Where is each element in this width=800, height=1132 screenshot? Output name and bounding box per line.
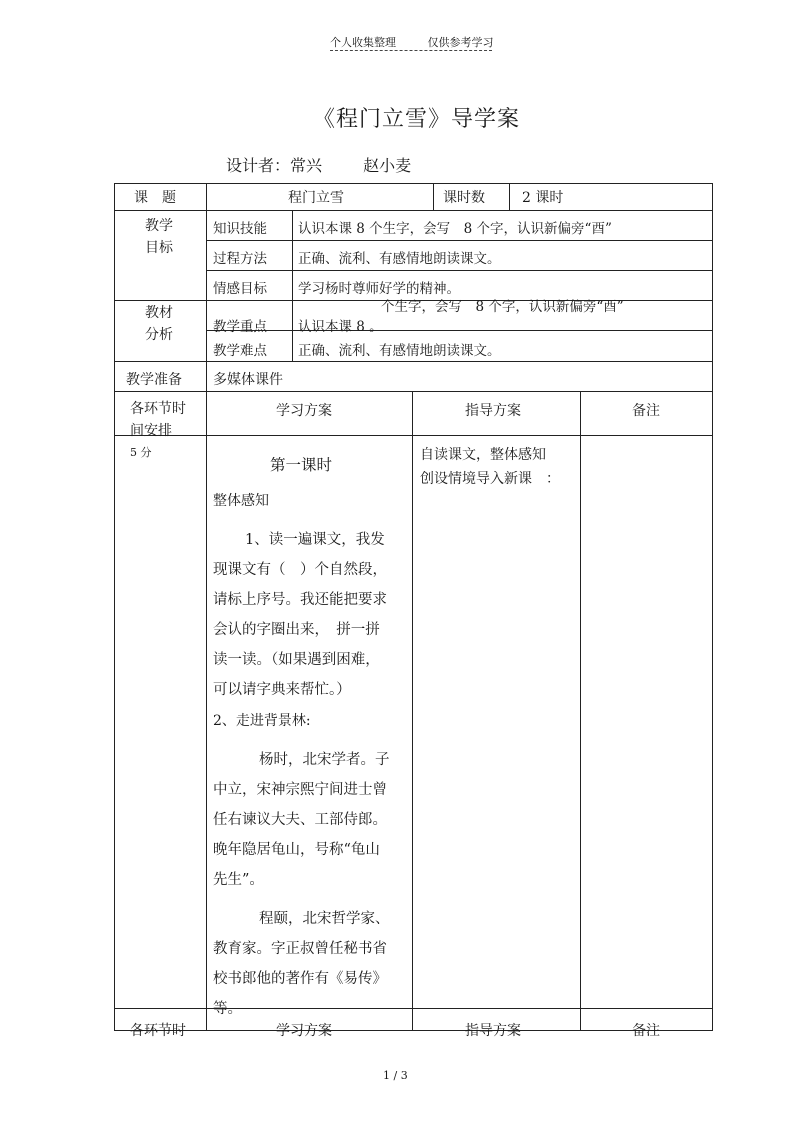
time-allocation: 5 分 [130, 446, 152, 459]
col-header-guide: 指导方案 [465, 403, 521, 419]
goal-value-emotion: 学习杨时尊师好学的精神。 [298, 281, 460, 297]
hours-value: 2 课时 [522, 190, 564, 206]
goals-label: 教学目标 [145, 218, 173, 256]
guide-line-1: 自读课文，整体感知 [420, 447, 546, 463]
goal-label-process: 过程方法 [213, 251, 267, 267]
header-left-text: 个人收集整理 [330, 36, 396, 49]
prep-label: 教学准备 [126, 372, 182, 388]
col-header-note: 备注 [632, 403, 660, 419]
goal-label-knowledge: 知识技能 [213, 221, 267, 237]
goal-value-process: 正确、流利、有感情地朗读课文。 [298, 251, 501, 267]
col-header-stage: 各环节时间安排 [130, 401, 186, 439]
section-background: 2、走进背景林: [213, 713, 311, 729]
hours-label: 课时数 [443, 190, 485, 206]
topic-label: 课 题 [134, 190, 176, 206]
bottom-header-plan: 学习方案 [276, 1023, 332, 1039]
analysis-label: 教材分析 [145, 305, 173, 343]
col-header-plan: 学习方案 [276, 403, 332, 419]
bottom-header-stage: 各环节时 [130, 1023, 186, 1039]
designer-line: 设计者：常兴 赵小麦 [226, 156, 412, 175]
analysis-value-focus: 认识本课 8 。 [298, 319, 383, 335]
analysis-label-difficulty: 教学难点 [213, 343, 267, 359]
bottom-header-note: 备注 [632, 1023, 660, 1039]
paragraph-cheng-yi: 程颐，北宋哲学家、教育家。字正叔曾任秘书省校书郎他的著作有《易传》等。 [213, 911, 390, 1017]
lesson-title: 第一课时 [270, 456, 333, 474]
topic-value: 程门立雪 [288, 190, 344, 206]
section-overall: 整体感知 [213, 493, 269, 509]
goal-label-emotion: 情感目标 [213, 281, 267, 297]
analysis-value-difficulty: 正确、流利、有感情地朗读课文。 [298, 343, 501, 359]
analysis-label-focus: 教学重点 [213, 319, 267, 335]
page-number: 1 / 3 [383, 1069, 408, 1082]
prep-value: 多媒体课件 [213, 372, 283, 388]
document-title: 《程门立雪》导学案 [313, 107, 521, 132]
analysis-overflow-text: 个生字，会写 8 个字，认识新偏旁“酉” [381, 299, 624, 315]
header-rule [330, 50, 492, 51]
guide-line-2: 创设情境导入新课 ： [420, 471, 560, 487]
header-right-text: 仅供参考学习 [427, 36, 494, 49]
goal-value-knowledge: 认识本课 8 个生字，会写 8 个字，认识新偏旁“酉” [298, 221, 612, 237]
bottom-header-guide: 指导方案 [465, 1023, 521, 1039]
paragraph-read-text: 1、读一遍课文，我发现课文有（ ）个自然段，请标上序号。我还能把要求会认的字圈出来， 拼一拼读一读。（如果遇到困难，可以请字典来帮忙。） [213, 532, 387, 698]
page-header [330, 34, 494, 50]
paragraph-yang-shi: 杨时，北宋学者。子中立，宋神宗熙宁间进士曾任右谏议大夫、工部侍郎。晚年隐居龟山，号称“龟山先生”。 [213, 752, 390, 888]
